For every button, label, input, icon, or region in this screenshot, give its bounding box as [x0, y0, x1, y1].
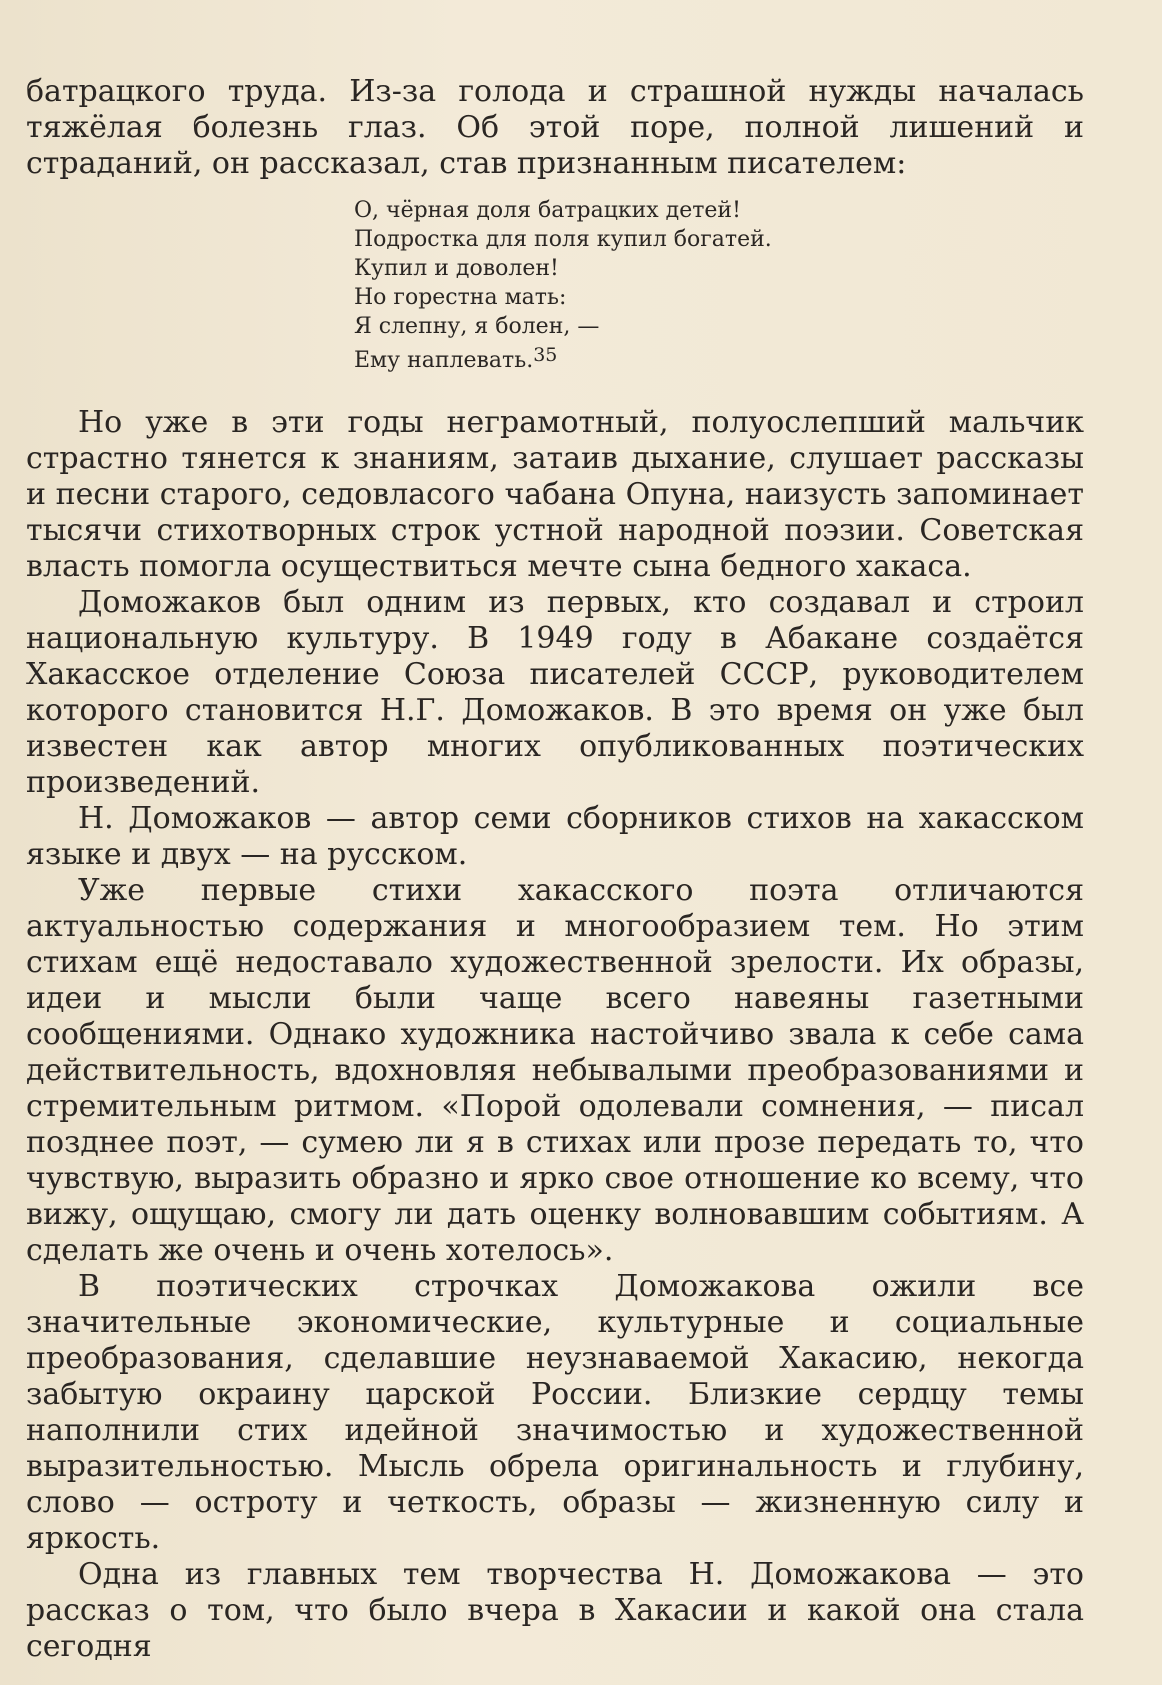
page-text	[26, 74, 1084, 1665]
poem-line: О, чёрная доля батрацких детей!	[354, 198, 741, 223]
paragraph: Но уже в эти годы неграмотный, полуослепший мальчик страстно тянется к знаниям, затаив дыхание, слушает рассказы и песни старого, седовласого чабана Опуна, наизусть запоминает тысячи стихотворных строк устной народной поэзии. Советская власть помогла осуществиться мечте сына бедного хакаса.	[26, 405, 1084, 584]
paragraph: Уже первые стихи хакасского поэта отличаются актуальностью содержания и многообразием тем. Но этим стихам ещё недоставало художественной зрелости. Их образы, идеи и мысли были чаще всего навеяны газетными сообщениями. Однако художника настойчиво звала к себе сама действительность, вдохновляя небывалыми преобразованиями и стремительным ритмом. «Порой одолевали сомнения, — писал позднее поэт, — сумею ли я в стихах или прозе передать то, что чувствую, выразить образно и ярко свое отношение ко всему, что вижу, ощущаю, смогу ли дать оценку волновавшим событиям. А сделать же очень и очень хотелось».	[26, 873, 1084, 1268]
paragraph: В поэтических строчках Доможакова ожили все значительные экономические, культурные и социальные преобразования, сделавшие неузнаваемой Хакасию, некогда забытую окраину царской России. Близкие сердцу темы наполнили стих идейной значимостью и художественной выразительностью. Мысль обрела оригинальность и глубину, слово — остроту и четкость, образы — жизненную силу и яркость.	[26, 1269, 1084, 1556]
poem-line: Купил и доволен!	[354, 256, 559, 281]
paragraph: Доможаков был одним из первых, кто создавал и строил национальную культуру. В 1949 году в Абакане создаётся Хакасское отделение Союза писателей СССР, руководителем которого становится Н.Г. Доможаков. В это время он уже был известен как автор многих опубликованных поэтических произведений.	[26, 585, 1084, 800]
paragraph: Н. Доможаков — автор семи сборников стихов на хакасском языке и двух — на русском.	[26, 801, 1084, 872]
intro-paragraph: батрацкого труда. Из-за голода и страшной нужды началась тяжёлая болезнь глаз. Об этой поре, полной лишений и страданий, он рассказал, став признанным писателем:	[26, 74, 1084, 181]
poem-line: Ему наплевать.	[354, 348, 534, 373]
poem-quote	[354, 196, 1084, 375]
poem-line: Я слепну, я болен, —	[354, 314, 600, 339]
poem-line: Подростка для поля купил богатей.	[354, 227, 772, 252]
poem-line: Но горестна мать:	[354, 285, 567, 310]
poem-last-line	[354, 341, 1084, 375]
footnote-marker: 35	[533, 344, 558, 366]
paragraph: Одна из главных тем творчества Н. Доможакова — это рассказ о том, что было вчера в Хакасии и какой она стала сегодня	[26, 1557, 1084, 1664]
